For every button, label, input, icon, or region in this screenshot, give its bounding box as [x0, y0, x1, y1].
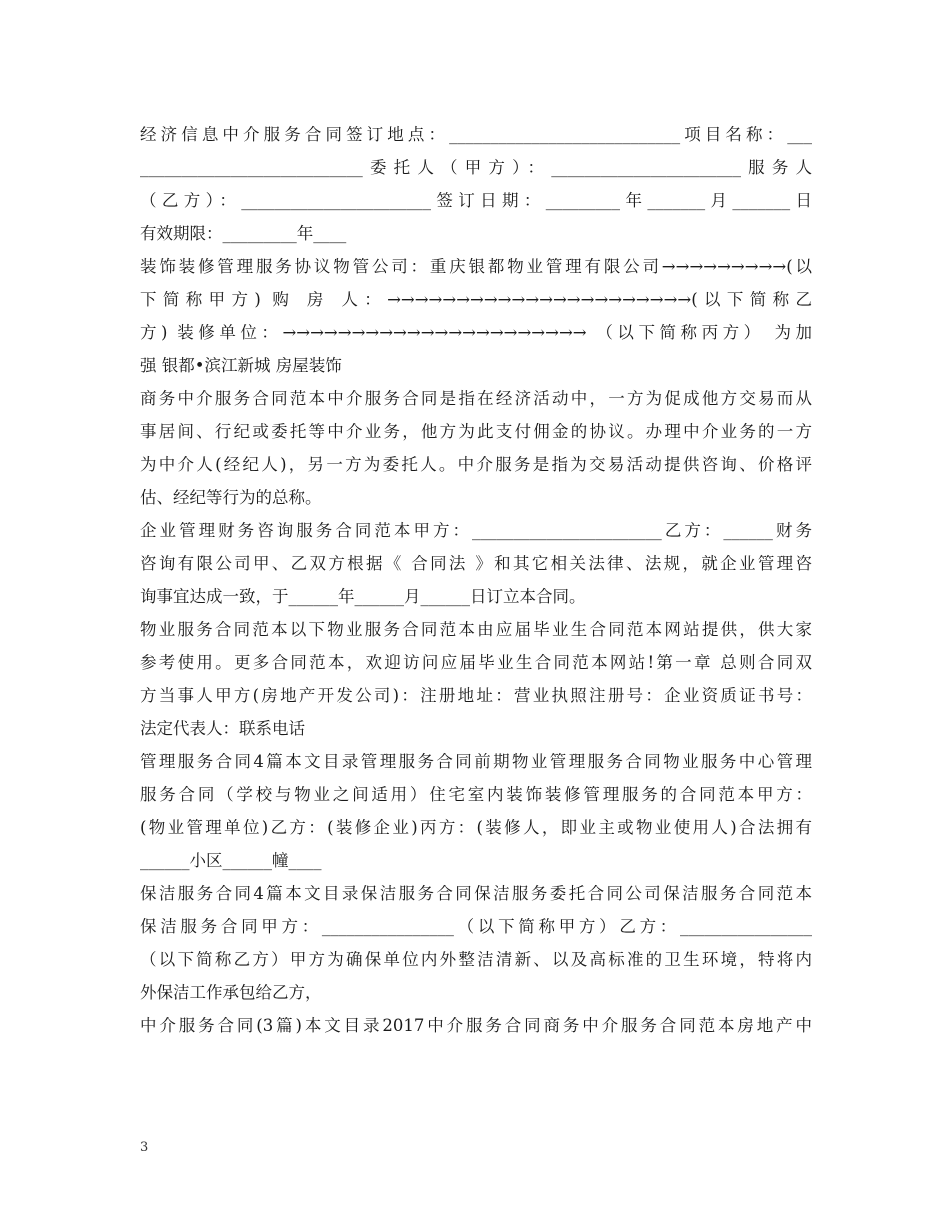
- text-line: ______小区______幢____: [140, 851, 322, 870]
- text-line: 外保洁工作承包给乙方，: [140, 983, 322, 1002]
- page-number: 3: [140, 1140, 149, 1155]
- text-line: 为中介人(经纪人)，另一方为委托人。中介服务是指为交易活动提供咨询、价格评: [140, 455, 812, 474]
- text-line: 服务合同（学校与物业之间适用）住宅室内装饰装修管理服务的合同范本甲方：: [140, 785, 812, 804]
- text-line: 管理服务合同4篇本文目录管理服务合同前期物业管理服务合同物业服务中心管理: [140, 752, 812, 771]
- text-line: 事居间、行纪或委托等中介业务，他方为此支付佣金的协议。办理中介业务的一方: [140, 422, 812, 441]
- text-line: (物业管理单位)乙方：(装修企业)丙方：(装修人，即业主或物业使用人)合法拥有: [140, 818, 812, 837]
- text-line: 下简称甲方) 购 房 人：→→→→→→→→→→→→→→→→→→→→→→(以下简称乙: [140, 290, 812, 309]
- text-line: 保洁服务合同甲方：________________（以下简称甲方）乙方：________________: [140, 917, 812, 936]
- text-line: ___________________________委托人（甲方）：_______________________服务人: [140, 158, 812, 177]
- text-line: 询事宜达成一致，于______年______月______日订立本合同。: [140, 587, 586, 606]
- text-line: （乙方）：_______________________签订日期：_________年_______月_______日: [140, 191, 812, 210]
- text-line: 保洁服务合同4篇本文目录保洁服务合同保洁服务委托合同公司保洁服务合同范本: [140, 884, 812, 903]
- text-line: 参考使用。更多合同范本，欢迎访问应届毕业生合同范本网站!第一章 总则合同双: [140, 653, 812, 672]
- text-line: 装饰装修管理服务协议物管公司：重庆银都物业管理有限公司→→→→→→→→→(以: [140, 257, 812, 276]
- text-line: 物业服务合同范本以下物业服务合同范本由应届毕业生合同范本网站提供，供大家: [140, 620, 812, 639]
- text-line: 强 银都•滨江新城 房屋装饰: [140, 356, 342, 375]
- text-line: （以下简称乙方）甲方为确保单位内外整洁清新、以及高标准的卫生环境，特将内: [140, 950, 812, 969]
- text-line: 商务中介服务合同范本中介服务合同是指在经济活动中，一方为促成他方交易而从: [140, 389, 812, 408]
- document-body: [140, 118, 812, 1042]
- text-line: 经济信息中介服务合同签订地点：____________________________项目名称：___: [140, 125, 812, 144]
- text-line: 方) 装修单位：→→→→→→→→→→→→→→→→→→→→→→ （以下简称丙方） 为加: [140, 323, 812, 342]
- text-line: 企业管理财务咨询服务合同范本甲方：_______________________乙方：______财务: [140, 521, 812, 540]
- text-line: 有效期限：_________年____: [140, 224, 347, 243]
- text-line: 咨询有限公司甲、乙双方根据《 合同法 》和其它相关法律、法规，就企业管理咨: [140, 554, 812, 573]
- text-line: 中介服务合同(3篇)本文目录2017中介服务合同商务中介服务合同范本房地产中: [140, 1016, 812, 1035]
- text-line: 法定代表人：联系电话: [140, 719, 305, 738]
- text-line: 估、经纪等行为的总称。: [140, 488, 322, 507]
- text-line: 方当事人甲方(房地产开发公司)：注册地址：营业执照注册号：企业资质证书号：: [140, 686, 812, 705]
